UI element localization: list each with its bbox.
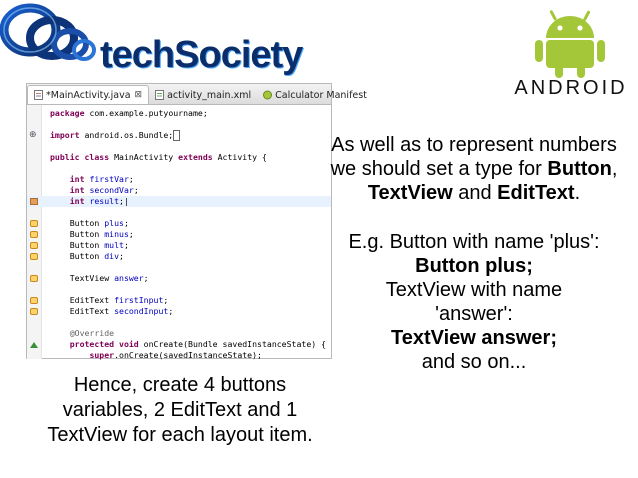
quickfix-lightbulb-icon[interactable]	[30, 253, 38, 260]
and-so-on: and so on...	[421, 351, 527, 373]
code-line: super.onCreate(savedInstanceState);	[89, 350, 262, 360]
xml-file-icon	[155, 90, 164, 100]
code-line: Button mult;	[27, 240, 331, 251]
code-area[interactable]	[27, 105, 331, 359]
editor-tab-bar	[27, 84, 367, 105]
code-line: TextView answer;	[27, 273, 331, 284]
code-line: protected void onCreate(Bundle savedInstanceState) {	[27, 339, 331, 350]
code-line: int firstVar;	[69, 174, 134, 184]
folded-imports-box[interactable]	[173, 130, 180, 141]
example-textview-line1: TextView with name	[385, 279, 563, 301]
tab-activity-main-xml[interactable]	[149, 86, 257, 104]
type-paragraph: As well as to represent numbers we should set a type for Button, TextView and EditText.	[330, 134, 618, 204]
code-line: @Override	[69, 328, 115, 338]
code-line: ⊕ import android.os.Bundle;	[27, 130, 331, 141]
tab-label: Calculator Manifest	[275, 89, 367, 101]
quickfix-lightbulb-icon[interactable]	[30, 242, 38, 249]
code-line: EditText secondInput;	[27, 306, 331, 317]
code-line: package com.example.putyourname;	[50, 108, 208, 118]
quickfix-lightbulb-icon[interactable]	[30, 308, 38, 315]
android-wordmark	[516, 74, 626, 100]
example-textview-code: TextView answer;	[391, 327, 557, 349]
code-line: Button div;	[27, 251, 331, 262]
tab-calculator-manifest[interactable]	[257, 86, 373, 104]
close-tab-icon[interactable]: ⊠	[134, 90, 143, 100]
java-file-icon	[34, 90, 43, 100]
tab-label: *MainActivity.java	[46, 89, 131, 101]
code-line: EditText firstInput;	[27, 295, 331, 306]
explanation-text	[326, 133, 622, 374]
code-editor-screenshot	[26, 83, 367, 360]
override-marker-icon[interactable]	[30, 342, 38, 348]
code-line: public class MainActivity extends Activity {	[50, 152, 267, 162]
logo-wordmark: techSociety	[100, 34, 303, 76]
warning-marker-icon[interactable]	[30, 198, 38, 205]
example-textview-line2: 'answer':	[435, 303, 513, 325]
quickfix-lightbulb-icon[interactable]	[30, 297, 38, 304]
code-line-current: int result;|	[27, 196, 331, 207]
techsociety-logo	[0, 0, 303, 80]
quickfix-lightbulb-icon[interactable]	[30, 231, 38, 238]
fold-plus-icon[interactable]: ⊕	[29, 130, 37, 140]
example-button-code: Button plus;	[415, 255, 533, 277]
manifest-file-icon	[263, 90, 272, 100]
code-line: int secondVar;	[69, 185, 139, 195]
tab-label: activity_main.xml	[167, 89, 252, 101]
tab-mainactivity[interactable]	[27, 85, 149, 104]
code-line: Button plus;	[27, 218, 331, 229]
android-wordmark-text: ANDROID	[514, 77, 628, 99]
code-line: Button minus;	[27, 229, 331, 240]
quickfix-lightbulb-icon[interactable]	[30, 275, 38, 282]
quickfix-lightbulb-icon[interactable]	[30, 220, 38, 227]
instruction-caption: Hence, create 4 buttons variables, 2 EditText and 1 TextView for each layout item.	[47, 374, 313, 446]
example-heading: E.g. Button with name 'plus':	[348, 231, 600, 253]
android-robot-icon	[530, 8, 610, 78]
